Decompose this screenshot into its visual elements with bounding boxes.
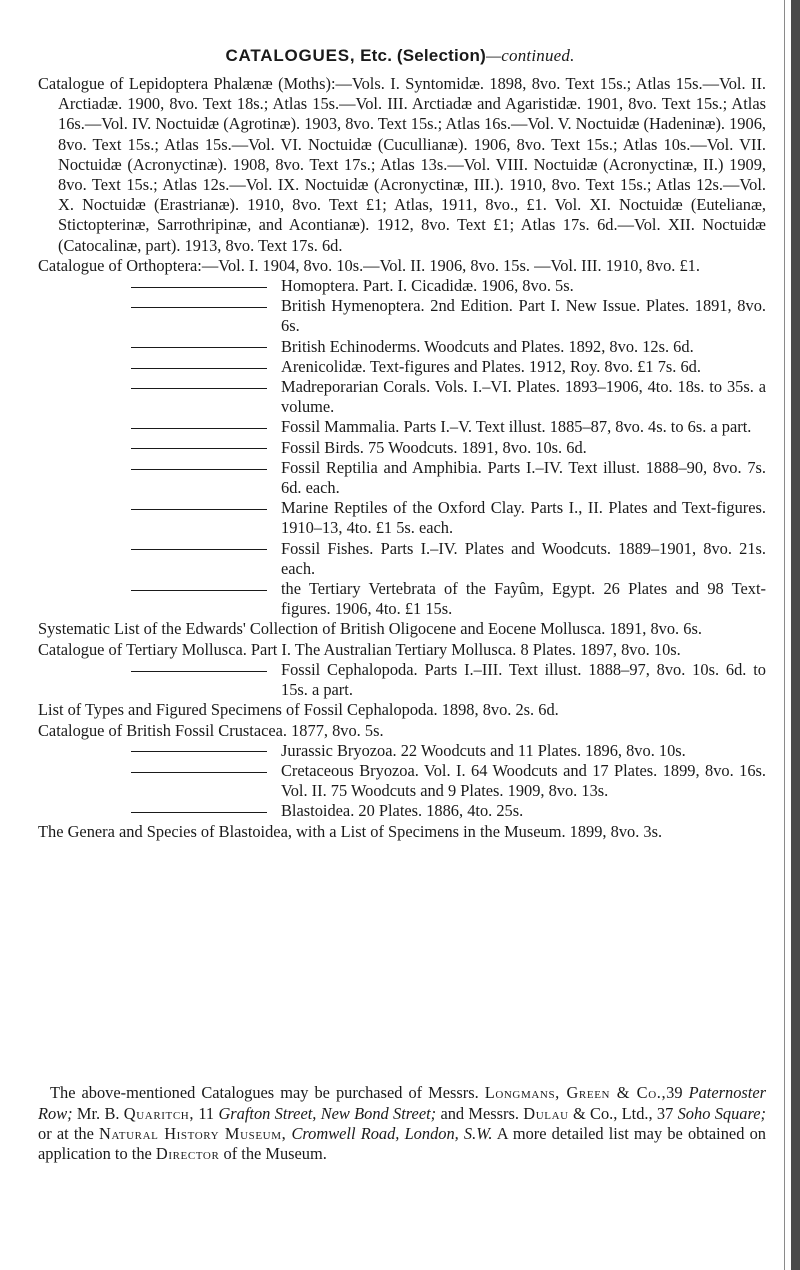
entry-fossil-birds (38, 438, 766, 458)
entry-text: British Echinoderms. Woodcuts and Plates. 1892, 8vo. 12s. 6d. (281, 336, 694, 356)
purchase-note (38, 1083, 766, 1164)
entry-text: Cretaceous Bryozoa. Vol. I. 64 Woodcuts and 17 Plates. 1899, 8vo. 16s. Vol. II. 75 Woodcuts and 9 Plates. 1909, 8vo. 13s. (281, 760, 766, 801)
entry-text: Fossil Birds. 75 Woodcuts. 1891, 8vo. 10s. 6d. (281, 437, 587, 457)
footer-text: 39 (666, 1083, 683, 1103)
director-title: Director (155, 1144, 220, 1163)
publisher-quaritch: Quaritch, (123, 1103, 195, 1123)
entry-genera-blastoidea: The Genera and Species of Blastoidea, with a List of Specimens in the Museum. 1899, 8vo. 3s. (38, 821, 663, 841)
page-edge-line (784, 0, 785, 1270)
entry-cretaceous-bryozoa (38, 761, 766, 801)
ditto-rule (131, 347, 267, 348)
address-grafton: Grafton Street, New Bond Street; (218, 1103, 437, 1123)
header-selection: (Selection) (396, 46, 486, 65)
entry-text: Madreporarian Corals. Vols. I.–VI. Plates. 1893–1906, 4to. 18s. to 35s. a volume. (281, 377, 766, 417)
entry-text: the Tertiary Vertebrata of the Fayûm, Egypt. 26 Plates and 98 Text-figures. 1906, 4to. £1 15s. (281, 579, 766, 619)
entry-tertiary-vertebrata (38, 579, 766, 619)
footer-text: & Co., Ltd., 37 (572, 1103, 674, 1123)
footer-text: 11 (198, 1103, 215, 1123)
ditto-rule (131, 428, 267, 429)
page-header (0, 45, 800, 66)
address-cromwell: Cromwell Road, London, S.W. (291, 1123, 493, 1143)
entry-orthoptera: Catalogue of Orthoptera:—Vol. I. 1904, 8vo. 10s.—Vol. II. 1906, 8vo. 15s. —Vol. III. 1910, 8vo. £1. (38, 255, 700, 275)
ditto-rule (131, 671, 267, 672)
entry-list-of-types: List of Types and Figured Specimens of Fossil Cephalopoda. 1898, 8vo. 2s. 6d. (38, 700, 559, 720)
entry-jurassic-bryozoa (38, 741, 766, 761)
entry-fossil-mammalia (38, 417, 766, 437)
address-paternoster: Paternoster Row; (38, 1083, 766, 1123)
ditto-rule (131, 772, 267, 773)
ditto-rule (131, 590, 267, 591)
ditto-rule (131, 307, 267, 308)
ditto-rule (131, 812, 267, 813)
museum-name: Natural History Museum, (99, 1123, 287, 1143)
entry-lepidoptera: Catalogue of Lepidoptera Phalænæ (Moths):—Vols. I. Syntomidæ. 1898, 8vo. Text 15s.; Atlas 15s.—Vol. II. Arctiadæ. 1900, 8vo. Text 18s.; Atlas 15s.—Vol. III. Arctiadæ and Agaristidæ. 1901, 8vo. Text 15s.; Atlas 16s.—Vol. IV. Noctuidæ (Agrotinæ). 1903, 8vo. Text 15s.; Atlas 16s.—Vol. V. Noctuidæ (Hadeninæ). 1906, 8vo. Text 15s.; Atlas 15s.—Vol. VI. Noctuidæ (Cucullianæ). 1906, 8vo. Text 15s.; Atlas 10s.—Vol. VII. Noctuidæ (Acronyctinæ). 1908, 8vo. Text 17s.; Atlas 13s.—Vol. VIII. Noctuidæ (Acronyctinæ, II.) 1909, 8vo. Text 15s.; Atlas 12s.—Vol. IX. Noctuidæ (Acronyctinæ, III.). 1910, 8vo. Text 15s.; Atlas 12s.—Vol. X. Noctuidæ (Erastrianæ). 1910, 8vo. Text £1; Atlas, 1911, 8vo., £1. Vol. XI. Noctuidæ (Eutelianæ, Stictopterinæ, Sarrothripinæ, and Acontianæ). 1912, 8vo. Text £1; Atlas 17s. 6d.—Vol. XII. Noctuidæ (Catocalinæ, part). 1913, 8vo. Text 17s. 6d. (38, 74, 766, 255)
footer-text: and Messrs. (440, 1103, 519, 1123)
entry-homoptera (38, 276, 766, 296)
entry-marine-reptiles (38, 498, 766, 538)
entry-tertiary-mollusca: Catalogue of Tertiary Mollusca. Part I. The Australian Tertiary Mollusca. 8 Plates. 1897, 8vo. 10s. (38, 639, 681, 659)
ditto-rule (131, 287, 267, 288)
ditto-rule (131, 388, 267, 389)
entry-text: Blastoidea. 20 Plates. 1886, 4to. 25s. (281, 801, 524, 821)
footer-text: or at the (38, 1123, 94, 1143)
header-catalogues: CATALOGUES, (225, 46, 356, 65)
header-etc: Etc. (360, 46, 393, 65)
entry-madreporarian-corals (38, 377, 766, 417)
entry-text: Homoptera. Part. I. Cicadidæ. 1906, 8vo. 5s. (281, 276, 574, 296)
address-soho: Soho Square; (677, 1103, 766, 1123)
entry-text: Fossil Mammalia. Parts I.–V. Text illust. 1885–87, 8vo. 4s. to 6s. a part. (281, 417, 752, 437)
entry-text: Fossil Cephalopoda. Parts I.–III. Text illust. 1888–97, 8vo. 10s. 6d. to 15s. a part. (281, 659, 766, 700)
entry-arenicolidae (38, 357, 766, 377)
publisher-dulau: Dulau (523, 1103, 569, 1123)
catalogue-entries (38, 74, 766, 842)
entry-british-echinoderms (38, 337, 766, 357)
header-continued: —continued. (485, 46, 575, 65)
entry-text: Arenicolidæ. Text-figures and Plates. 1912, Roy. 8vo. £1 7s. 6d. (281, 356, 701, 376)
entry-blastoidea (38, 801, 766, 821)
publisher-longmans: Longmans, Green & Co., (484, 1083, 667, 1103)
entry-fossil-crustacea: Catalogue of British Fossil Crustacea. 1877, 8vo. 5s. (38, 720, 384, 740)
footer-text: Mr. B. (76, 1103, 120, 1123)
entry-text: Fossil Fishes. Parts I.–IV. Plates and Woodcuts. 1889–1901, 8vo. 21s. each. (281, 538, 766, 578)
ditto-rule (131, 751, 267, 752)
ditto-rule (131, 509, 267, 510)
page-edge-shadow (791, 0, 800, 1270)
ditto-rule (131, 469, 267, 470)
entry-fossil-fishes (38, 539, 766, 579)
entry-fossil-reptilia (38, 458, 766, 498)
entry-edwards-collection: Systematic List of the Edwards' Collection of British Oligocene and Eocene Mollusca. 1891, 8vo. 6s. (38, 619, 702, 639)
footer-text: of the Museum. (223, 1144, 327, 1163)
entry-fossil-cephalopoda (38, 660, 766, 700)
entry-text: Jurassic Bryozoa. 22 Woodcuts and 11 Plates. 1896, 8vo. 10s. (281, 740, 686, 760)
entry-text: British Hymenoptera. 2nd Edition. Part I. New Issue. Plates. 1891, 8vo. 6s. (281, 296, 766, 336)
footer-text: The above-mentioned Catalogues may be purchased of Messrs. (50, 1083, 479, 1103)
ditto-rule (131, 368, 267, 369)
entry-british-hymenoptera (38, 296, 766, 336)
entry-text: Marine Reptiles of the Oxford Clay. Parts I., II. Plates and Text-figures. 1910–13, 4to. £1 5s. each. (281, 498, 766, 538)
entry-text: Fossil Reptilia and Amphibia. Parts I.–IV. Text illust. 1888–90, 8vo. 7s. 6d. each. (281, 457, 766, 498)
ditto-rule (131, 448, 267, 449)
footer-text: A more detailed list may be obtained on application to the (38, 1123, 766, 1163)
ditto-rule (131, 549, 267, 550)
